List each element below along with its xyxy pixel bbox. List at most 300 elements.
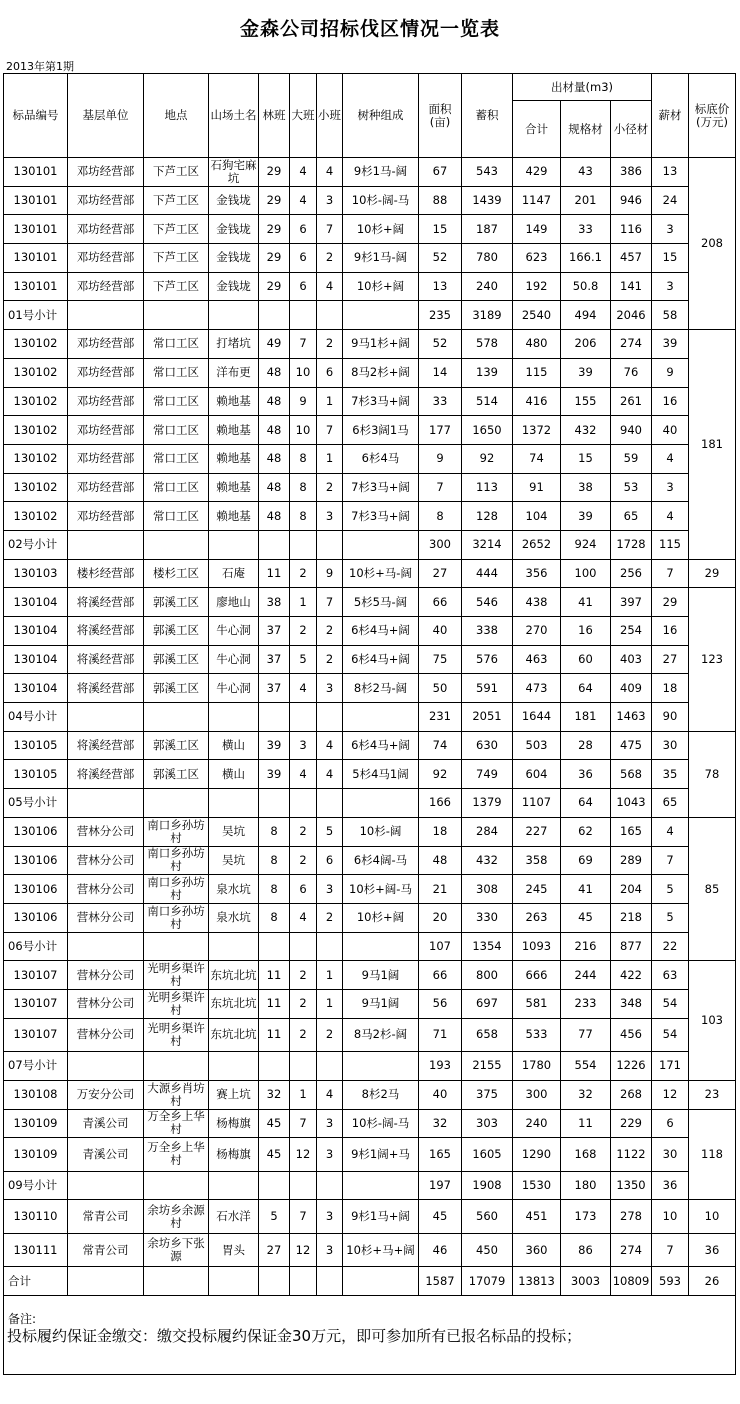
table-row — [4, 961, 736, 990]
cell-area: 8 — [419, 502, 462, 531]
cell-output-standard: 39 — [561, 502, 611, 531]
cell-place-name: 泉水坑 — [209, 903, 259, 932]
cell-big-class: 8 — [290, 502, 317, 531]
cell-output-small: 475 — [611, 731, 652, 760]
cell-output-standard: 69 — [561, 846, 611, 875]
header-stock: 蓄积 — [462, 74, 513, 158]
cell-stock: 3189 — [462, 301, 513, 330]
cell-output-total: 1644 — [513, 703, 561, 732]
table-row — [4, 444, 736, 473]
cell-area: 193 — [419, 1052, 462, 1081]
cell-stock: 630 — [462, 731, 513, 760]
cell-unit: 常青公司 — [68, 1233, 144, 1267]
cell-stock: 514 — [462, 387, 513, 416]
cell-small-class: 2 — [317, 1018, 343, 1052]
table-row — [4, 416, 736, 445]
table-row — [4, 760, 736, 789]
cell-place-name: 赖地基 — [209, 502, 259, 531]
cell-small-class: 9 — [317, 559, 343, 588]
cell-location: 郭溪工区 — [144, 588, 209, 617]
cell-firewood: 13 — [652, 158, 689, 187]
cell-empty — [317, 932, 343, 961]
cell-small-class: 7 — [317, 416, 343, 445]
cell-stock: 17079 — [462, 1267, 513, 1296]
cell-area: 231 — [419, 703, 462, 732]
table-row — [4, 358, 736, 387]
cell-output-total: 429 — [513, 158, 561, 187]
header-unit: 基层单位 — [68, 74, 144, 158]
cell-location: 下芦工区 — [144, 215, 209, 244]
cell-stock: 330 — [462, 903, 513, 932]
cell-output-standard: 50.8 — [561, 272, 611, 301]
cell-big-class: 7 — [290, 1200, 317, 1234]
cell-empty — [68, 301, 144, 330]
cell-bid-no: 130106 — [4, 903, 68, 932]
cell-big-class: 8 — [290, 473, 317, 502]
cell-area: 9 — [419, 444, 462, 473]
cell-bid-no: 130106 — [4, 875, 68, 904]
cell-big-class: 2 — [290, 1018, 317, 1052]
cell-base-price: 103 — [689, 961, 736, 1081]
cell-unit: 楼杉经营部 — [68, 559, 144, 588]
cell-forest-class: 11 — [259, 989, 290, 1018]
cell-area: 15 — [419, 215, 462, 244]
cell-location: 南口乡孙坊村 — [144, 903, 209, 932]
cell-output-standard: 86 — [561, 1233, 611, 1267]
cell-stock: 800 — [462, 961, 513, 990]
cell-area: 75 — [419, 645, 462, 674]
cell-stock: 375 — [462, 1080, 513, 1109]
notes-label-row — [4, 1296, 736, 1327]
cell-empty — [259, 301, 290, 330]
cell-output-small: 940 — [611, 416, 652, 445]
cell-firewood: 54 — [652, 989, 689, 1018]
cell-firewood: 3 — [652, 215, 689, 244]
cell-big-class: 4 — [290, 903, 317, 932]
table-row — [4, 846, 736, 875]
cell-output-small: 1226 — [611, 1052, 652, 1081]
cell-output-total: 451 — [513, 1200, 561, 1234]
cell-place-name: 横山 — [209, 760, 259, 789]
header-bid-no: 标品编号 — [4, 74, 68, 158]
cell-empty — [259, 530, 290, 559]
cell-firewood: 15 — [652, 244, 689, 273]
cell-big-class: 6 — [290, 875, 317, 904]
cell-output-standard: 201 — [561, 186, 611, 215]
cell-small-class: 6 — [317, 846, 343, 875]
cell-location: 郭溪工区 — [144, 731, 209, 760]
cell-species: 10杉-阔 — [343, 817, 419, 846]
cell-base-price: 26 — [689, 1267, 736, 1296]
cell-forest-class: 5 — [259, 1200, 290, 1234]
cell-firewood: 9 — [652, 358, 689, 387]
cell-empty — [144, 1052, 209, 1081]
cell-empty — [209, 530, 259, 559]
cell-area: 32 — [419, 1109, 462, 1138]
cell-output-total: 104 — [513, 502, 561, 531]
cell-stock: 780 — [462, 244, 513, 273]
cell-firewood: 18 — [652, 674, 689, 703]
cell-forest-class: 29 — [259, 186, 290, 215]
cell-species: 5杉4马1阔 — [343, 760, 419, 789]
cell-output-small: 1122 — [611, 1138, 652, 1172]
cell-species: 5杉5马-阔 — [343, 588, 419, 617]
cell-empty — [144, 1171, 209, 1200]
cell-bid-no: 130104 — [4, 588, 68, 617]
cell-forest-class: 48 — [259, 444, 290, 473]
cell-forest-class: 37 — [259, 617, 290, 646]
cell-forest-class: 37 — [259, 645, 290, 674]
cell-output-total: 480 — [513, 330, 561, 359]
cell-empty — [343, 789, 419, 818]
cell-output-standard: 33 — [561, 215, 611, 244]
cell-bid-no: 130105 — [4, 731, 68, 760]
table-row — [4, 645, 736, 674]
cell-species: 6杉4马+阔 — [343, 731, 419, 760]
cell-subtotal-label: 02号小计 — [4, 530, 68, 559]
cell-area: 166 — [419, 789, 462, 818]
cell-small-class: 3 — [317, 1109, 343, 1138]
cell-unit: 邓坊经营部 — [68, 387, 144, 416]
cell-location: 下芦工区 — [144, 244, 209, 273]
cell-output-standard: 36 — [561, 760, 611, 789]
cell-location: 光明乡渠许村 — [144, 961, 209, 990]
cell-firewood: 54 — [652, 1018, 689, 1052]
cell-unit: 营林分公司 — [68, 846, 144, 875]
cell-empty — [290, 1052, 317, 1081]
table-row — [4, 1018, 736, 1052]
cell-area: 177 — [419, 416, 462, 445]
cell-species: 7杉3马+阔 — [343, 502, 419, 531]
table-row — [4, 875, 736, 904]
cell-species: 9马1杉+阔 — [343, 330, 419, 359]
cell-output-total: 149 — [513, 215, 561, 244]
cell-species: 6杉4马+阔 — [343, 645, 419, 674]
cell-forest-class: 48 — [259, 416, 290, 445]
cell-location: 下芦工区 — [144, 186, 209, 215]
cell-species: 6杉4马+阔 — [343, 617, 419, 646]
cell-location: 郭溪工区 — [144, 617, 209, 646]
subtotal-row — [4, 789, 736, 818]
cell-species: 9杉1阔+马 — [343, 1138, 419, 1172]
cell-output-standard: 206 — [561, 330, 611, 359]
cell-unit: 邓坊经营部 — [68, 444, 144, 473]
cell-area: 56 — [419, 989, 462, 1018]
cell-firewood: 115 — [652, 530, 689, 559]
cell-place-name: 石庵 — [209, 559, 259, 588]
cell-empty — [209, 301, 259, 330]
cell-output-standard: 494 — [561, 301, 611, 330]
cell-small-class: 4 — [317, 760, 343, 789]
cell-big-class: 1 — [290, 588, 317, 617]
cell-forest-class: 11 — [259, 559, 290, 588]
cell-output-total: 263 — [513, 903, 561, 932]
cell-output-total: 360 — [513, 1233, 561, 1267]
cell-area: 197 — [419, 1171, 462, 1200]
cell-firewood: 16 — [652, 617, 689, 646]
cell-small-class: 7 — [317, 588, 343, 617]
cell-forest-class: 37 — [259, 674, 290, 703]
cell-bid-no: 130109 — [4, 1138, 68, 1172]
cell-area: 66 — [419, 961, 462, 990]
cell-subtotal-label: 01号小计 — [4, 301, 68, 330]
cell-empty — [317, 1052, 343, 1081]
cell-output-small: 348 — [611, 989, 652, 1018]
cell-unit: 将溪经营部 — [68, 617, 144, 646]
cell-place-name: 吴坑 — [209, 817, 259, 846]
cell-unit: 将溪经营部 — [68, 588, 144, 617]
cell-output-standard: 62 — [561, 817, 611, 846]
cell-output-small: 274 — [611, 330, 652, 359]
cell-base-price: 118 — [689, 1109, 736, 1200]
cell-unit: 邓坊经营部 — [68, 358, 144, 387]
cell-area: 300 — [419, 530, 462, 559]
cell-firewood: 65 — [652, 789, 689, 818]
cell-forest-class: 48 — [259, 358, 290, 387]
cell-stock: 2155 — [462, 1052, 513, 1081]
cell-output-small: 397 — [611, 588, 652, 617]
cell-stock: 139 — [462, 358, 513, 387]
cell-base-price: 181 — [689, 330, 736, 560]
cell-forest-class: 39 — [259, 731, 290, 760]
cell-subtotal-label: 07号小计 — [4, 1052, 68, 1081]
cell-unit: 将溪经营部 — [68, 674, 144, 703]
cell-small-class: 3 — [317, 1233, 343, 1267]
cell-base-price: 36 — [689, 1233, 736, 1267]
cell-big-class: 6 — [290, 215, 317, 244]
cell-stock: 1650 — [462, 416, 513, 445]
header-firewood: 薪材 — [652, 74, 689, 158]
cell-small-class: 3 — [317, 875, 343, 904]
cell-output-standard: 41 — [561, 875, 611, 904]
cell-species: 8马2杉-阔 — [343, 1018, 419, 1052]
cell-location: 郭溪工区 — [144, 760, 209, 789]
cell-small-class: 2 — [317, 244, 343, 273]
cell-location: 下芦工区 — [144, 158, 209, 187]
subtotal-row — [4, 932, 736, 961]
cell-stock: 284 — [462, 817, 513, 846]
cell-species: 9杉1马+阔 — [343, 1200, 419, 1234]
table-row — [4, 731, 736, 760]
cell-empty — [290, 1267, 317, 1296]
cell-firewood: 40 — [652, 416, 689, 445]
table-row — [4, 387, 736, 416]
cell-empty — [290, 932, 317, 961]
cell-bid-no: 130102 — [4, 358, 68, 387]
cell-bid-no: 130101 — [4, 186, 68, 215]
cell-stock: 187 — [462, 215, 513, 244]
cell-species: 10杉-阔-马 — [343, 186, 419, 215]
cell-unit: 营林分公司 — [68, 817, 144, 846]
cell-stock: 432 — [462, 846, 513, 875]
cell-stock: 303 — [462, 1109, 513, 1138]
cell-empty — [144, 1267, 209, 1296]
cell-place-name: 牛心洞 — [209, 674, 259, 703]
cell-output-total: 192 — [513, 272, 561, 301]
cell-output-total: 227 — [513, 817, 561, 846]
cell-place-name: 横山 — [209, 731, 259, 760]
cell-output-small: 274 — [611, 1233, 652, 1267]
cell-empty — [68, 1171, 144, 1200]
cell-species: 9杉1马-阔 — [343, 244, 419, 273]
cell-output-small: 76 — [611, 358, 652, 387]
cell-species: 10杉+马-阔 — [343, 559, 419, 588]
document-title: 金森公司招标伐区情况一览表 — [239, 18, 500, 40]
cell-big-class: 2 — [290, 817, 317, 846]
cell-firewood: 7 — [652, 559, 689, 588]
cell-output-total: 1093 — [513, 932, 561, 961]
cell-output-standard: 180 — [561, 1171, 611, 1200]
cell-output-standard: 38 — [561, 473, 611, 502]
cell-output-total: 473 — [513, 674, 561, 703]
cell-area: 50 — [419, 674, 462, 703]
cell-small-class: 4 — [317, 731, 343, 760]
cell-big-class: 10 — [290, 416, 317, 445]
cell-empty — [209, 703, 259, 732]
cell-stock: 1439 — [462, 186, 513, 215]
cell-big-class: 2 — [290, 559, 317, 588]
cell-forest-class: 45 — [259, 1109, 290, 1138]
table-row — [4, 588, 736, 617]
cell-output-total: 2540 — [513, 301, 561, 330]
cell-empty — [259, 1052, 290, 1081]
cell-big-class: 3 — [290, 731, 317, 760]
cell-output-total: 115 — [513, 358, 561, 387]
cell-area: 7 — [419, 473, 462, 502]
cell-location: 常口工区 — [144, 358, 209, 387]
cell-small-class: 6 — [317, 358, 343, 387]
cell-place-name: 杨梅旗 — [209, 1138, 259, 1172]
cell-output-total: 13813 — [513, 1267, 561, 1296]
cell-firewood: 16 — [652, 387, 689, 416]
cell-output-small: 256 — [611, 559, 652, 588]
cell-output-total: 1780 — [513, 1052, 561, 1081]
cell-empty — [144, 530, 209, 559]
cell-firewood: 29 — [652, 588, 689, 617]
cell-place-name: 洋布更 — [209, 358, 259, 387]
cell-forest-class: 8 — [259, 817, 290, 846]
cell-big-class: 12 — [290, 1138, 317, 1172]
cell-output-small: 386 — [611, 158, 652, 187]
cell-stock: 658 — [462, 1018, 513, 1052]
cell-small-class: 2 — [317, 617, 343, 646]
notes-text-row — [4, 1326, 736, 1375]
cell-empty — [68, 789, 144, 818]
cell-unit: 青溪公司 — [68, 1138, 144, 1172]
cell-firewood: 3 — [652, 272, 689, 301]
cell-location: 下芦工区 — [144, 272, 209, 301]
cell-output-small: 456 — [611, 1018, 652, 1052]
cell-output-small: 403 — [611, 645, 652, 674]
cell-output-standard: 45 — [561, 903, 611, 932]
cell-area: 52 — [419, 244, 462, 273]
cell-unit: 邓坊经营部 — [68, 272, 144, 301]
cell-stock: 1605 — [462, 1138, 513, 1172]
cell-stock: 308 — [462, 875, 513, 904]
cell-forest-class: 39 — [259, 760, 290, 789]
cell-big-class: 12 — [290, 1233, 317, 1267]
cell-area: 92 — [419, 760, 462, 789]
subtotal-row — [4, 703, 736, 732]
cell-stock: 1354 — [462, 932, 513, 961]
cell-area: 20 — [419, 903, 462, 932]
cell-species: 10杉+阔-马 — [343, 875, 419, 904]
cell-output-total: 581 — [513, 989, 561, 1018]
table-row — [4, 1109, 736, 1138]
cell-output-total: 356 — [513, 559, 561, 588]
cell-output-small: 268 — [611, 1080, 652, 1109]
cell-output-standard: 39 — [561, 358, 611, 387]
cell-output-total: 245 — [513, 875, 561, 904]
cell-area: 165 — [419, 1138, 462, 1172]
cell-bid-no: 130107 — [4, 989, 68, 1018]
cell-output-small: 946 — [611, 186, 652, 215]
cell-small-class: 2 — [317, 473, 343, 502]
header-big-class: 大班 — [290, 74, 317, 158]
cell-bid-no: 130106 — [4, 817, 68, 846]
cell-firewood: 3 — [652, 473, 689, 502]
cell-output-small: 204 — [611, 875, 652, 904]
cell-output-total: 666 — [513, 961, 561, 990]
cell-output-small: 289 — [611, 846, 652, 875]
cell-location: 常口工区 — [144, 444, 209, 473]
cell-output-standard: 41 — [561, 588, 611, 617]
cell-unit: 邓坊经营部 — [68, 186, 144, 215]
cell-firewood: 63 — [652, 961, 689, 990]
cell-empty — [144, 789, 209, 818]
cell-place-name: 东坑北坑 — [209, 989, 259, 1018]
cell-output-standard: 173 — [561, 1200, 611, 1234]
cell-base-price: 10 — [689, 1200, 736, 1234]
cell-bid-no: 130102 — [4, 416, 68, 445]
table-row — [4, 817, 736, 846]
cell-output-total: 503 — [513, 731, 561, 760]
cell-stock: 560 — [462, 1200, 513, 1234]
cell-small-class: 3 — [317, 502, 343, 531]
table-row — [4, 272, 736, 301]
cell-species: 9马1阔 — [343, 989, 419, 1018]
header-place-name: 山场土名 — [209, 74, 259, 158]
cell-empty — [209, 932, 259, 961]
cell-big-class: 2 — [290, 961, 317, 990]
cell-place-name: 石水洋 — [209, 1200, 259, 1234]
cell-bid-no: 130101 — [4, 244, 68, 273]
cell-big-class: 9 — [290, 387, 317, 416]
cell-species: 10杉+阔 — [343, 215, 419, 244]
period-label: 2013年第1期 — [6, 60, 74, 73]
cell-species: 10杉-阔-马 — [343, 1109, 419, 1138]
cell-place-name: 金钱垅 — [209, 215, 259, 244]
cell-place-name: 石狗宅麻坑 — [210, 157, 257, 185]
cell-stock: 543 — [462, 158, 513, 187]
cell-forest-class: 29 — [259, 272, 290, 301]
cell-output-small: 65 — [611, 502, 652, 531]
cell-output-small: 877 — [611, 932, 652, 961]
cell-big-class: 5 — [290, 645, 317, 674]
cell-species: 6杉3阔1马 — [343, 416, 419, 445]
cell-base-price: 123 — [689, 588, 736, 731]
cell-place-name: 杨梅旗 — [209, 1109, 259, 1138]
header-output-total: 合计 — [513, 101, 561, 158]
cell-output-standard: 233 — [561, 989, 611, 1018]
header-base-price: 标底价(万元) — [689, 74, 736, 158]
cell-output-small: 1350 — [611, 1171, 652, 1200]
cell-forest-class: 8 — [259, 846, 290, 875]
cell-place-name: 赖地基 — [209, 416, 259, 445]
cell-stock: 591 — [462, 674, 513, 703]
cell-area: 235 — [419, 301, 462, 330]
cell-big-class: 7 — [290, 330, 317, 359]
